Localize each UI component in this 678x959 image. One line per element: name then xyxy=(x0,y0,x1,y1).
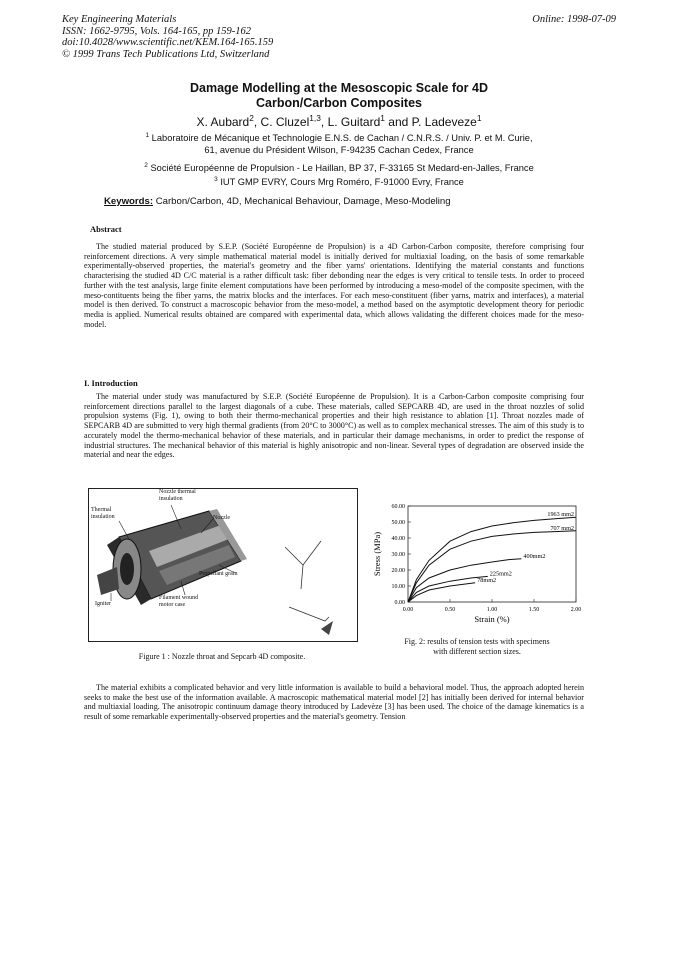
aff3-text: IUT GMP EVRY, Cours Mrg Roméro, F-91000 Evry, France xyxy=(217,177,464,187)
paper-title xyxy=(60,81,618,111)
series-label: 707 mm2 xyxy=(550,524,574,532)
label-nozzle: Nozzle xyxy=(213,515,230,521)
figure-1-caption: Figure 1 : Nozzle throat and Sepcarb 4D composite. xyxy=(138,652,306,661)
label-filament-case: Filament wound motor case xyxy=(159,595,199,608)
y-tick-label: 50.00 xyxy=(391,520,405,526)
author-4-sup: 1 xyxy=(476,113,482,123)
author-list xyxy=(60,115,618,129)
series-label: 1963 mm2 xyxy=(547,511,574,519)
series-line xyxy=(408,559,521,602)
author-2-sup: 1,3 xyxy=(309,113,321,123)
y-tick-label: 30.00 xyxy=(391,552,405,558)
keywords xyxy=(104,196,451,207)
aff3-sup: 3 xyxy=(214,175,218,183)
online-date: Online: 1998-07-09 xyxy=(532,14,616,25)
figure-2-caption xyxy=(364,637,590,657)
figure-2-caption-line1: Fig. 2: results of tension tests with specimens xyxy=(404,637,550,646)
x-axis-label: Strain (%) xyxy=(474,614,510,624)
y-tick-label: 10.00 xyxy=(391,584,405,590)
aff2-sup: 2 xyxy=(144,161,148,169)
abstract-heading: Abstract xyxy=(90,224,122,234)
journal-header xyxy=(62,14,273,60)
author-4: and P. Ladeveze xyxy=(384,115,477,129)
abstract-text: The studied material produced by S.E.P. (Société Européenne de Propulsion) is a 4D Carbon-Carbon composite, therefore comprising four reinforcement directions. A very simple mathematical material model is initially derived for multiaxial loading, on the basis of some remarkable experimentally-observed properties, the material's geometry and the fiber yarns' orientations. Identifying the material constants and functions characterising the studied 4D C/C material is a rather difficult task: fiber debonding near the edges is very critical to tensile tests. In order to proceed further with the test analysis, large finite element computations have been performed by introducing a meso-model of the composite specimen, with the meso-contituents being the fiber yarns, the matrix blocks and the interfaces. For each meso-constituent (fiber yarns, matrix and interfaces), a material model is then derived. To construct a macroscopic behavior from the meso-model, a method based on the asymptotic development theory for periodic media is applied. Numerical results obtained are compared with experimental data, which allows validating the different choices made for the meso-model. xyxy=(84,242,584,329)
journal-name: Key Engineering Materials xyxy=(62,14,177,25)
intro-heading: I. Introduction xyxy=(84,378,138,388)
title-line-2: Carbon/Carbon Composites xyxy=(256,96,422,110)
series-line xyxy=(408,531,576,602)
x-tick-label: 0.00 xyxy=(402,607,414,613)
y-tick-label: 20.00 xyxy=(391,568,405,574)
label-nozzle-thermal-insulation: Nozzle thermal insulation xyxy=(159,489,196,502)
aff1-sup: 1 xyxy=(145,131,150,139)
series-label: 78mm2 xyxy=(477,576,497,584)
x-tick-label: 2.00 xyxy=(570,607,582,613)
series-line xyxy=(408,576,488,602)
affiliation-3 xyxy=(60,176,618,188)
aff1-line1: Laboratoire de Mécanique et Technologie E.N.S. de Cachan / C.N.R.S. / Univ. P. et M. Curie, xyxy=(149,133,533,143)
author-2: , C. Cluzel xyxy=(253,115,310,129)
figure-2-caption-line2: with different section sizes. xyxy=(433,647,521,656)
author-1-sup: 2 xyxy=(249,113,254,123)
y-axis-label: Stress (MPa) xyxy=(372,531,382,577)
copyright: © 1999 Trans Tech Publications Ltd, Switzerland xyxy=(62,48,270,60)
author-1: X. Aubard xyxy=(196,115,250,129)
label-thermal-insulation: Thermal insulation xyxy=(91,507,115,520)
y-tick-label: 40.00 xyxy=(391,536,405,542)
label-propellant-grain: Propellant grain xyxy=(199,571,238,577)
y-tick-label: 0.00 xyxy=(394,600,405,606)
y-tick-label: 60.00 xyxy=(391,504,405,510)
title-line-1: Damage Modelling at the Mesoscopic Scale for 4D xyxy=(190,81,488,95)
affiliation-2 xyxy=(60,162,618,174)
aff2-text: Société Européenne de Propulsion - Le Haillan, BP 37, F-33165 St Medard-en-Jalles, France xyxy=(147,163,534,173)
body-paragraph-2: The material exhibits a complicated behavior and very little information is available to build a behavioral model. Thus, the approach adopted herein seeks to make the best use of the information available. A macroscopic mathematical material model [2] has initially been derived for internal behavior and multiaxial loading. The anisotropic continuum damage theory introduced by Ladevèze [3] has been used. The choice of the damage kinematics is a result of some remarkable experimentally-observed properties and the material's geometry. Tension xyxy=(84,683,584,722)
series-label: 225mm2 xyxy=(489,570,512,578)
keywords-text: Carbon/Carbon, 4D, Mechanical Behaviour, Damage, Meso-Modeling xyxy=(153,196,451,207)
keywords-label: Keywords: xyxy=(104,196,154,207)
label-igniter: Igniter xyxy=(95,601,111,607)
stress-strain-chart xyxy=(370,498,586,632)
nozzle-illustration xyxy=(89,489,357,641)
figure-2 xyxy=(370,498,586,632)
plot-frame xyxy=(408,506,576,602)
intro-text: The material under study was manufactured by S.E.P. (Société Européenne de Propulsion). It is a Carbon-Carbon composite comprising four reinforcement directions parallel to the largest diagonals of a cube. These materials, called SEPCARB 4D, are used in the throat nozzles of solid propulsion systems (Fig. 1), owing to both their thermo-mechanical properties and their high resistance to ablation [1]. Throat nozzles made of SEPCARB 4D are submitted to very high thermal gradients (from 20°C to 3000°C) as well as to complex mechanical stresses. The aim of this study is to accurately model the thermo-mechanical behavior of these materials, and in particular their damage mechanisms, in order to predict the response of industrial structures. The mechanical behavior of this material is highly anisotropic and non-linear. Several types of degradation are observed inside the material and near the edges. xyxy=(84,392,584,460)
affiliations xyxy=(60,132,618,188)
x-tick-label: 1.00 xyxy=(486,607,498,613)
x-tick-label: 1.50 xyxy=(528,607,540,613)
x-tick-label: 0.50 xyxy=(444,607,456,613)
issn: ISSN: 1662-9795, Vols. 164-165, pp 159-162 xyxy=(62,25,251,37)
series-line xyxy=(408,583,475,602)
doi: doi:10.4028/www.scientific.net/KEM.164-165.159 xyxy=(62,37,274,48)
author-3: , L. Guitard xyxy=(320,115,381,129)
series-label: 400mm2 xyxy=(523,552,546,560)
affiliation-1-address: 61, avenue du Président Wilson, F-94235 Cachan Cedex, France xyxy=(204,145,474,155)
author-3-sup: 1 xyxy=(380,113,385,123)
figure-1 xyxy=(88,488,358,642)
affiliation-1 xyxy=(60,132,618,144)
